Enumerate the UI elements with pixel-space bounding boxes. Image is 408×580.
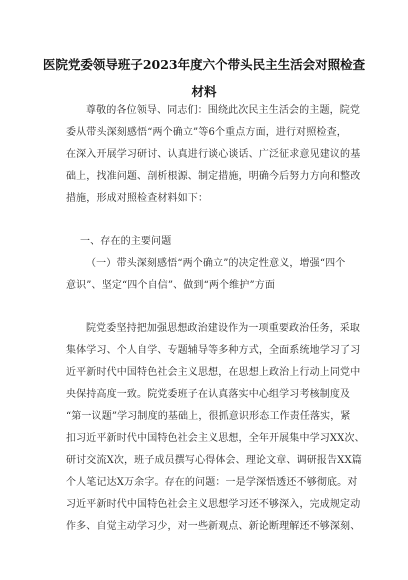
document-title-continued: 材料 (191, 84, 217, 99)
subsection-heading: 意识”、坚定“四个自信”、做到“两个维护”方面 (66, 280, 276, 291)
body-line: 院党委坚持把加强思想政治建设作为一项重要政治任务，采取 (86, 323, 361, 334)
body-line: 集体学习、个人自学、专题辅导等多种方式，全面系统地学习了习 (66, 345, 361, 356)
document-title: 医院党委领导班子2023年度六个带头民主生活会对照检查 (42, 57, 366, 72)
body-line: “第一议题”学习制度的基础上，很抓意识形态工作责任落实，紧 (66, 411, 351, 422)
body-line: 作多、自觉主动学习少，对一些新观点、新论断理解还不够深刻、 (66, 521, 361, 532)
intro-line: 础上，找准问题、剖析根源、制定措施，明确今后努力方向和整改 (66, 171, 361, 182)
body-line: 个人笔记达X万余字。存在的问题：一是学深悟透还不够彻底。对 (66, 477, 358, 488)
body-line: 央保持高度一致。院党委班子在认真落实中心组学习考核制度及 (66, 389, 351, 400)
body-line: 习近平新时代中国特色社会主义思想学习还不够深入，完成规定动 (66, 499, 361, 510)
body-line: 近平新时代中国特色社会主义思想，在思想上政治上行动上同党中 (66, 367, 361, 378)
body-line: 扣习近平新时代中国特色社会主义思想，全年开展集中学习XX次、 (66, 433, 365, 444)
intro-line: 在深入开展学习研讨、认真进行谈心谈话、广泛征求意见建议的基 (66, 149, 361, 160)
body-line: 研讨交流X次，班子成员撰写心得体会、理论文章、调研报告XX篇 (66, 455, 362, 466)
intro-line: 措施，形成对照检查材料如下： (66, 193, 209, 204)
intro-line: 委从带头深刻感悟“两个确立”等6个重点方面，进行对照检查， (66, 127, 347, 138)
intro-line: 尊敬的各位领导、同志们：围绕此次民主生活会的主题，院党 (86, 105, 361, 116)
section-heading: 一、存在的主要问题 (80, 236, 172, 247)
subsection-heading: （一）带头深刻感悟“两个确立”的决定性意义，增强“四个 (86, 258, 346, 269)
